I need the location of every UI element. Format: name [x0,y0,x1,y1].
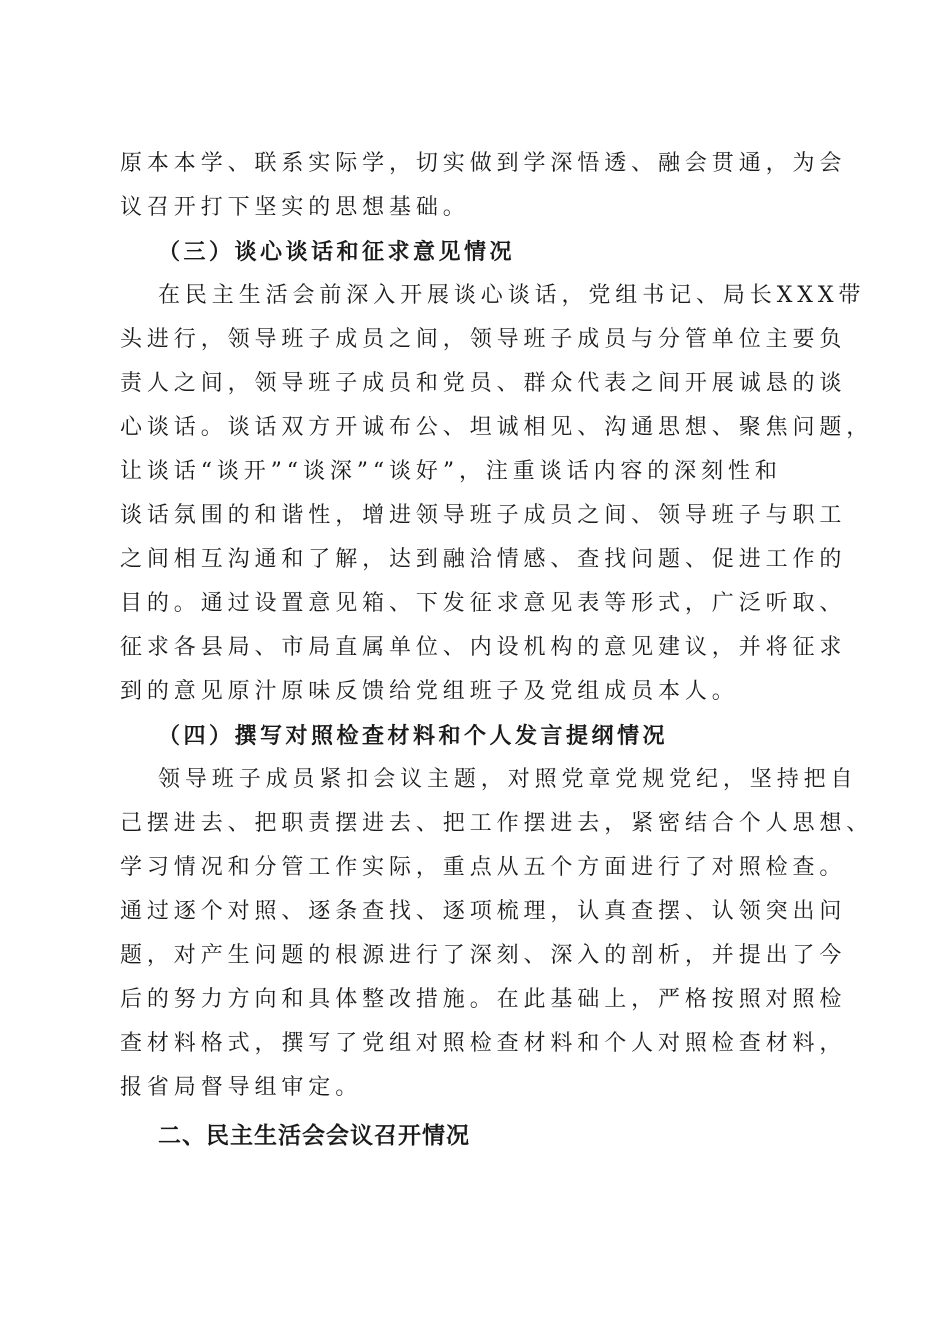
section-subheading-4: （四）撰写对照检查材料和个人发言提纲情况 [158,723,669,749]
body-line: 让谈话“谈开”“谈深”“谈好”，注重谈话内容的深刻性和 [120,459,782,484]
body-line: 原本本学、联系实际学，切实做到学深悟透、融会贯通，为会 [120,151,847,176]
document-page [120,144,874,1160]
body-line: 之间相互沟通和了解，达到融洽情感、查找问题、促进工作的 [120,547,847,572]
body-line: 题，对产生问题的根源进行了深刻、深入的剖析，并提出了今 [120,943,847,968]
body-line: 谈话氛围的和谐性，增进领导班子成员之间、领导班子与职工 [120,503,847,528]
body-line: 到的意见原汁原味反馈给党组班子及党组成员本人。 [120,679,739,704]
body-line: 目的。通过设置意见箱、下发征求意见表等形式，广泛听取、 [120,591,847,616]
body-line: 心谈话。谈话双方开诚布公、坦诚相见、沟通思想、聚焦问题， [120,415,874,440]
section-subheading-3: （三）谈心谈话和征求意见情况 [158,239,516,265]
body-line: 头进行，领导班子成员之间，领导班子成员与分管单位主要负 [120,327,847,352]
body-line: 报省局督导组审定。 [120,1075,363,1100]
body-line: 学习情况和分管工作实际，重点从五个方面进行了对照检查。 [120,855,847,880]
body-line: 查材料格式，撰写了党组对照检查材料和个人对照检查材料， [120,1031,847,1056]
body-line: 议召开打下坚实的思想基础。 [120,195,470,220]
body-line: 后的努力方向和具体整改措施。在此基础上，严格按照对照检 [120,987,847,1012]
body-line: 征求各县局、市局直属单位、内设机构的意见建议，并将征求 [120,635,847,660]
body-line: 己摆进去、把职责摆进去、把工作摆进去，紧密结合个人思想、 [120,811,874,836]
body-line: 在民主生活会前深入开展谈心谈话，党组书记、局长XXX带 [158,283,866,308]
body-line: 通过逐个对照、逐条查找、逐项梳理，认真查摆、认领突出问 [120,899,847,924]
section-heading-2: 二、民主生活会会议召开情况 [158,1123,470,1149]
body-line: 责人之间，领导班子成员和党员、群众代表之间开展诚恳的谈 [120,371,847,396]
body-line: 领导班子成员紧扣会议主题，对照党章党规党纪，坚持把自 [158,767,858,792]
